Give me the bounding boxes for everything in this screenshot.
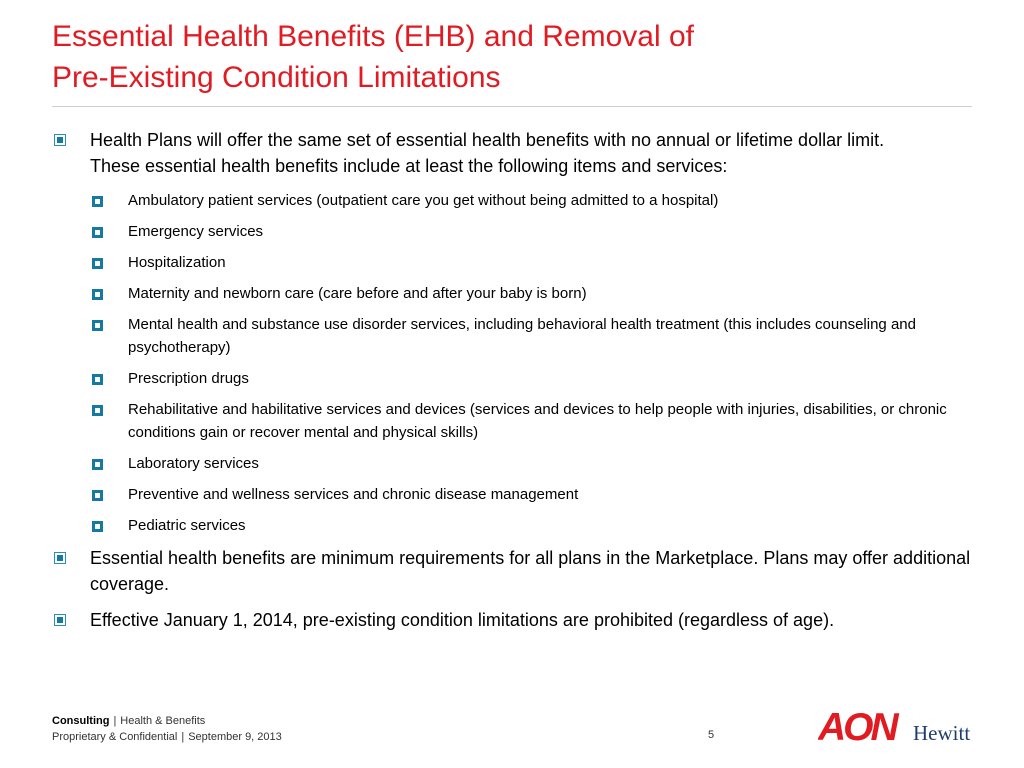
list-item (52, 398, 982, 444)
footer (52, 713, 282, 745)
footer-line-2 (52, 729, 282, 745)
bullet-minimum-requirements (52, 545, 982, 597)
list-item-text: Emergency services (128, 223, 264, 240)
benefits-sublist (52, 189, 982, 537)
footer-date: September 9, 2013 (188, 731, 282, 743)
list-item-text: Hospitalization (128, 254, 226, 271)
bullet-text-line-2: These essential health benefits include at least the following items and services: (90, 156, 728, 176)
list-item (52, 251, 982, 274)
square-bullet-icon (92, 521, 103, 532)
bullet-effective-date (52, 607, 982, 633)
bullet-text: Essential health benefits are minimum requirements for all plans in the Marketplace. Plans may offer additional coverage. (90, 548, 971, 594)
footer-brand: Consulting (52, 715, 110, 727)
list-item (52, 313, 982, 359)
list-item-text: Pediatric services (128, 517, 246, 534)
square-bullet-icon (92, 196, 103, 207)
footer-confidential: Proprietary & Confidential (52, 731, 178, 743)
list-item (52, 483, 982, 506)
bullet-text-line-1: Health Plans will offer the same set of essential health benefits with no annual or lifetime dollar limit. (90, 130, 885, 150)
aon-hewitt-logo (818, 704, 976, 744)
footer-line-1 (52, 713, 282, 729)
list-item-text: Maternity and newborn care (care before and after your baby is born) (128, 285, 587, 302)
footer-separator: | (113, 715, 117, 727)
square-bullet-icon (54, 614, 66, 626)
footer-separator: | (181, 731, 185, 743)
list-item (52, 452, 982, 475)
list-item-text: Rehabilitative and habilitative services and devices (services and devices to help people with injuries, disabilities, or chronic conditions gain or recover mental and physical skills) (128, 401, 947, 441)
footer-division: Health & Benefits (120, 715, 206, 727)
square-bullet-icon (92, 374, 103, 385)
square-bullet-icon (92, 490, 103, 501)
square-bullet-icon (92, 227, 103, 238)
list-item (52, 514, 982, 537)
square-bullet-icon (92, 459, 103, 470)
list-item (52, 367, 982, 390)
square-bullet-icon (92, 320, 103, 331)
list-item-text: Ambulatory patient services (outpatient care you get without being admitted to a hospital) (128, 192, 719, 209)
square-bullet-icon (54, 134, 66, 146)
list-item (52, 220, 982, 243)
list-item-text: Preventive and wellness services and chronic disease management (128, 486, 579, 503)
logo-hewitt-text: Hewitt (913, 721, 971, 744)
slide-body (52, 127, 982, 643)
bullet-text: Effective January 1, 2014, pre-existing condition limitations are prohibited (regardless of age). (90, 610, 835, 630)
square-bullet-icon (92, 289, 103, 300)
slide-title (52, 16, 992, 98)
bullet-essential-benefits (52, 127, 982, 179)
square-bullet-icon (92, 405, 103, 416)
square-bullet-icon (54, 552, 66, 564)
title-divider (52, 106, 972, 107)
title-line-2: Pre-Existing Condition Limitations (52, 61, 501, 94)
title-line-1: Essential Health Benefits (EHB) and Removal of (52, 20, 694, 53)
list-item-text: Laboratory services (128, 455, 259, 472)
list-item-text: Prescription drugs (128, 370, 249, 387)
page-number: 5 (708, 729, 715, 741)
list-item (52, 282, 982, 305)
list-item (52, 189, 982, 212)
list-item-text: Mental health and substance use disorder services, including behavioral health treatment (this includes counseling and psychotherapy) (128, 316, 916, 356)
logo-aon-text: AON (818, 706, 896, 744)
square-bullet-icon (92, 258, 103, 269)
